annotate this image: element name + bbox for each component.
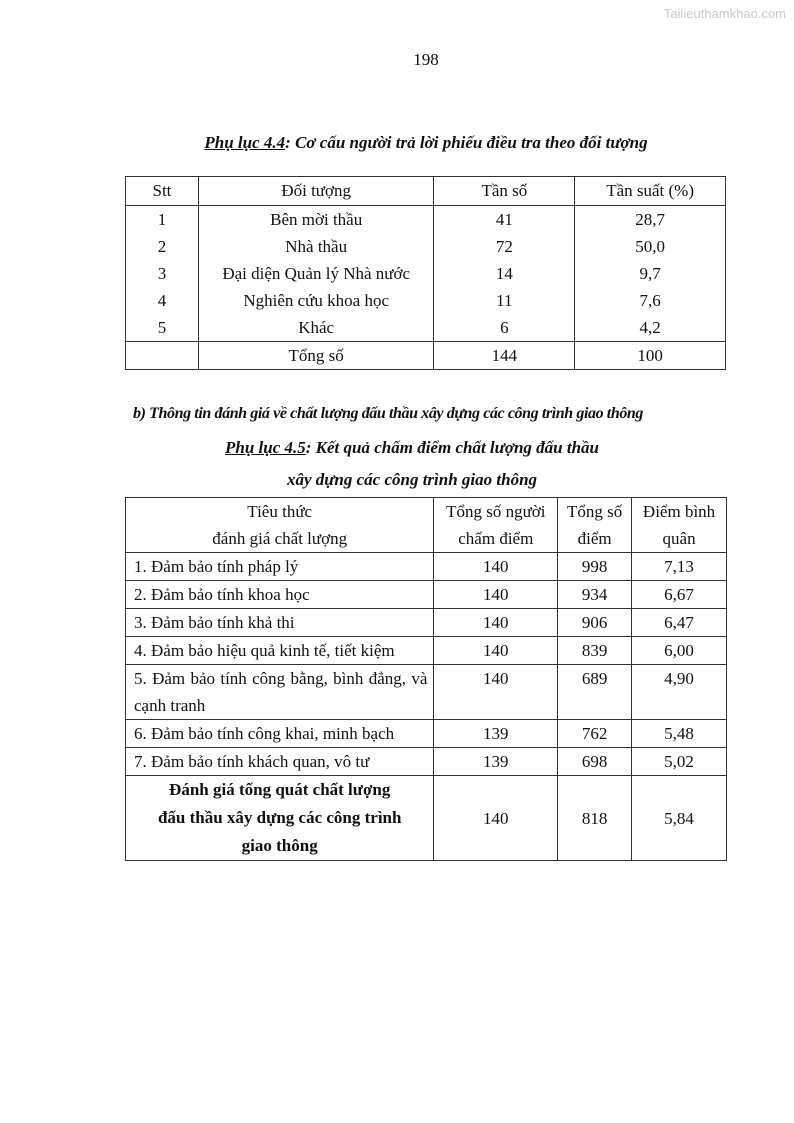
table-row (126, 665, 727, 720)
cell-raters: 140 (434, 609, 558, 637)
table2-caption-label: Phụ lục 4.5 (224, 438, 306, 457)
summary-label-line2: đấu thầu xây dựng các công trình (157, 808, 402, 827)
cell-criterion: 1. Đảm bảo tính pháp lý (126, 553, 434, 581)
cell-criterion: 2. Đảm bảo tính khoa học (126, 581, 434, 609)
summary-row (126, 776, 727, 861)
header-points-line2: điểm (577, 529, 612, 548)
cell-subject: Nhà thầu (198, 233, 434, 260)
header-average-line1: Điểm bình (642, 502, 716, 521)
cell-points: 762 (558, 720, 632, 748)
cell-raters: 140 (434, 581, 558, 609)
cell-points: 998 (558, 553, 632, 581)
table-row (126, 720, 727, 748)
cell-criterion: 6. Đảm bảo tính công khai, minh bạch (126, 720, 434, 748)
header-points-line1: Tổng số (567, 502, 623, 521)
header-criteria-line1: Tiêu thức (247, 502, 313, 521)
cell-average: 6,47 (632, 609, 727, 637)
cell-stt: 1 (126, 206, 199, 234)
cell-criterion: 7. Đảm bảo tính khách quan, vô tư (126, 748, 434, 776)
cell-subject: Nghiên cứu khoa học (198, 287, 434, 314)
summary-average: 5,84 (632, 776, 727, 861)
cell-criterion: 4. Đảm bảo hiệu quả kinh tế, tiết kiệm (126, 637, 434, 665)
section-heading: b) Thông tin đánh giá về chất lượng đấu thầu xây dựng các công trình giao thông (133, 405, 644, 422)
cell-stt: 5 (126, 314, 199, 342)
cell-points: 934 (558, 581, 632, 609)
cell-points: 689 (558, 665, 632, 720)
table-row (126, 553, 727, 581)
cell-subject: Đại diện Quản lý Nhà nước (198, 260, 434, 287)
table-row (126, 206, 726, 234)
cell-frequency: 41 (434, 206, 575, 234)
cell-average: 7,13 (632, 553, 727, 581)
table-row (126, 314, 726, 342)
header-raters (434, 498, 558, 553)
table-row (126, 748, 727, 776)
cell-frequency: 6 (434, 314, 575, 342)
cell-average: 4,90 (632, 665, 727, 720)
cell-raters: 139 (434, 748, 558, 776)
table-row (126, 287, 726, 314)
cell-raters: 140 (434, 637, 558, 665)
header-criteria (126, 498, 434, 553)
respondent-structure-table (125, 176, 726, 370)
table2-caption (0, 438, 794, 458)
cell-percent: 9,7 (575, 260, 726, 287)
cell-frequency: 11 (434, 287, 575, 314)
cell-stt: 3 (126, 260, 199, 287)
cell-stt (126, 342, 199, 370)
quality-score-table (125, 497, 727, 861)
total-row (126, 342, 726, 370)
table1-caption-label: Phụ lục 4.4 (204, 133, 286, 152)
cell-criterion: 3. Đảm bảo tính khả thi (126, 609, 434, 637)
cell-percent: 50,0 (575, 233, 726, 260)
header-points (558, 498, 632, 553)
header-average (632, 498, 727, 553)
cell-percent: 7,6 (575, 287, 726, 314)
header-frequency: Tần số (434, 177, 575, 206)
cell-points: 698 (558, 748, 632, 776)
cell-raters: 140 (434, 553, 558, 581)
summary-label (126, 776, 434, 861)
header-criteria-line2: đánh giá chất lượng (212, 529, 348, 548)
cell-average: 6,00 (632, 637, 727, 665)
total-percent: 100 (575, 342, 726, 370)
header-raters-line1: Tổng số người (446, 502, 546, 521)
cell-raters: 139 (434, 720, 558, 748)
cell-average: 6,67 (632, 581, 727, 609)
cell-points: 839 (558, 637, 632, 665)
total-label: Tổng số (198, 342, 434, 370)
table2-caption-text: : Kết quả chấm điểm chất lượng đấu thầu (305, 438, 599, 457)
summary-points: 818 (558, 776, 632, 861)
cell-stt: 4 (126, 287, 199, 314)
table-row (126, 581, 727, 609)
cell-percent: 4,2 (575, 314, 726, 342)
header-subject: Đối tượng (198, 177, 434, 206)
cell-raters: 140 (434, 665, 558, 720)
table-row (126, 233, 726, 260)
table-row (126, 260, 726, 287)
cell-frequency: 14 (434, 260, 575, 287)
table-header-row (126, 498, 727, 553)
table1-caption (0, 133, 794, 153)
header-average-line2: quân (662, 529, 696, 548)
total-frequency: 144 (434, 342, 575, 370)
cell-frequency: 72 (434, 233, 575, 260)
summary-raters: 140 (434, 776, 558, 861)
table-row (126, 637, 727, 665)
cell-percent: 28,7 (575, 206, 726, 234)
cell-average: 5,48 (632, 720, 727, 748)
table1-caption-text: : Cơ cấu người trả lời phiếu điều tra theo đối tượng (285, 133, 648, 152)
cell-criterion: 5. Đảm bảo tính công bằng, bình đẳng, và cạnh tranh (126, 665, 434, 720)
table-row (126, 609, 727, 637)
header-stt: Stt (126, 177, 199, 206)
page-number: 198 (413, 50, 439, 69)
cell-subject: Khác (198, 314, 434, 342)
summary-label-line3: giao thông (241, 836, 318, 855)
cell-points: 906 (558, 609, 632, 637)
summary-label-line1: Đánh giá tổng quát chất lượng (169, 780, 391, 799)
watermark: Tailieuthamkhao.com (663, 6, 786, 21)
table-header-row (126, 177, 726, 206)
cell-average: 5,02 (632, 748, 727, 776)
header-raters-line2: chấm điểm (458, 529, 534, 548)
cell-stt: 2 (126, 233, 199, 260)
table2-caption-line2: xây dựng các công trình giao thông (286, 470, 538, 489)
header-percent: Tần suất (%) (575, 177, 726, 206)
cell-subject: Bên mời thầu (198, 206, 434, 234)
